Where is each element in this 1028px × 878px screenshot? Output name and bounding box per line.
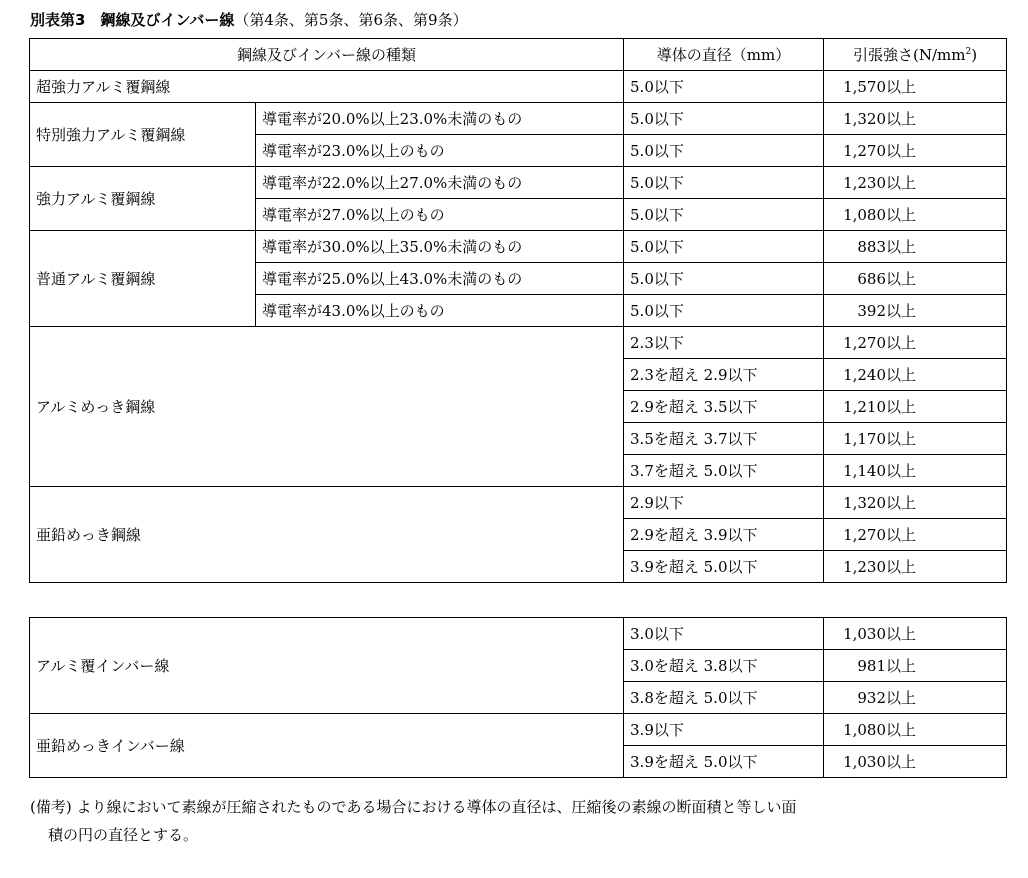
diameter-cell: 3.9を超え 5.0以下 — [624, 746, 824, 778]
wire-type-name: アルミ覆インバー線 — [30, 618, 624, 714]
tensile-value: 1,270以上 — [843, 334, 917, 352]
tensile-cell — [824, 71, 1007, 103]
tensile-cell — [824, 231, 1007, 263]
diameter-cell: 3.5を超え 3.7以下 — [624, 423, 824, 455]
tensile-value: 1,270以上 — [843, 526, 917, 544]
tensile-cell — [824, 455, 1007, 487]
diameter-cell: 5.0以下 — [624, 167, 824, 199]
tensile-value: 1,570以上 — [843, 78, 917, 96]
tensile-value: 1,270以上 — [843, 142, 917, 160]
tensile-value: 1,080以上 — [843, 206, 917, 224]
diameter-cell: 5.0以下 — [624, 103, 824, 135]
wire-type-name: 亜鉛めっき鋼線 — [30, 487, 624, 583]
tensile-cell — [824, 423, 1007, 455]
table-row — [30, 714, 1007, 746]
tensile-cell — [824, 487, 1007, 519]
diameter-cell: 5.0以下 — [624, 199, 824, 231]
remarks-line-2: 積の円の直径とする。 — [48, 826, 199, 844]
diameter-cell: 5.0以下 — [624, 263, 824, 295]
invar-wire-table — [29, 617, 1007, 778]
tensile-value: 1,210以上 — [843, 398, 917, 416]
header-diameter: 導体の直径（mm） — [624, 39, 824, 71]
table-row — [30, 327, 1007, 359]
tensile-cell — [824, 519, 1007, 551]
wire-type-name: 超強力アルミ覆鋼線 — [30, 71, 624, 103]
diameter-cell: 3.9以下 — [624, 714, 824, 746]
tensile-value: 1,030以上 — [843, 625, 917, 643]
tensile-cell — [824, 746, 1007, 778]
header-tensile-suffix: ) — [971, 46, 978, 64]
tensile-cell — [824, 135, 1007, 167]
tensile-value: 392以上 — [857, 302, 917, 320]
conductivity-cell: 導電率が30.0%以上35.0%未満のもの — [256, 231, 624, 263]
conductivity-cell: 導電率が27.0%以上のもの — [256, 199, 624, 231]
table-row — [30, 618, 1007, 650]
remarks-note — [30, 793, 1020, 849]
table-row — [30, 167, 1007, 199]
diameter-cell: 2.9を超え 3.5以下 — [624, 391, 824, 423]
tensile-cell — [824, 327, 1007, 359]
tensile-cell — [824, 551, 1007, 583]
tensile-value: 1,320以上 — [843, 110, 917, 128]
conductivity-cell: 導電率が22.0%以上27.0%未満のもの — [256, 167, 624, 199]
diameter-cell: 2.9以下 — [624, 487, 824, 519]
tensile-value: 1,170以上 — [843, 430, 917, 448]
table-title-main: 別表第3 鋼線及びインバー線 — [30, 11, 235, 29]
tensile-cell — [824, 263, 1007, 295]
table-row — [30, 103, 1007, 135]
table-title-articles: （第4条、第5条、第6条、第9条） — [234, 11, 468, 29]
tensile-cell — [824, 167, 1007, 199]
header-kind: 鋼線及びインバー線の種類 — [30, 39, 624, 71]
header-tensile-prefix: 引張強さ(N/mm — [852, 46, 966, 64]
table-title — [30, 10, 468, 30]
remarks-line-1: (備考) より線において素線が圧縮されたものである場合における導体の直径は、圧縮後の素線の断面積と等しい面 — [30, 798, 797, 816]
diameter-cell: 2.3以下 — [624, 327, 824, 359]
tensile-cell — [824, 714, 1007, 746]
diameter-cell: 3.0を超え 3.8以下 — [624, 650, 824, 682]
tensile-value: 932以上 — [857, 689, 917, 707]
conductivity-cell: 導電率が23.0%以上のもの — [256, 135, 624, 167]
table-header-row — [30, 39, 1007, 71]
tensile-cell — [824, 618, 1007, 650]
diameter-cell: 5.0以下 — [624, 135, 824, 167]
tensile-value: 1,230以上 — [843, 558, 917, 576]
tensile-cell — [824, 103, 1007, 135]
wire-type-name: アルミめっき鋼線 — [30, 327, 624, 487]
diameter-cell: 3.8を超え 5.0以下 — [624, 682, 824, 714]
tensile-value: 1,140以上 — [843, 462, 917, 480]
diameter-cell: 3.9を超え 5.0以下 — [624, 551, 824, 583]
tensile-cell — [824, 359, 1007, 391]
header-tensile-sup: 2 — [965, 47, 972, 57]
table-row — [30, 71, 1007, 103]
tensile-value: 1,030以上 — [843, 753, 917, 771]
wire-type-name: 強力アルミ覆鋼線 — [30, 167, 256, 231]
tensile-cell — [824, 295, 1007, 327]
conductivity-cell: 導電率が43.0%以上のもの — [256, 295, 624, 327]
diameter-cell: 3.7を超え 5.0以下 — [624, 455, 824, 487]
table-row — [30, 231, 1007, 263]
tensile-value: 686以上 — [857, 270, 917, 288]
tensile-value: 1,230以上 — [843, 174, 917, 192]
wire-type-name: 特別強力アルミ覆鋼線 — [30, 103, 256, 167]
conductivity-cell: 導電率が25.0%以上43.0%未満のもの — [256, 263, 624, 295]
diameter-cell: 5.0以下 — [624, 71, 824, 103]
table-row — [30, 487, 1007, 519]
conductivity-cell: 導電率が20.0%以上23.0%未満のもの — [256, 103, 624, 135]
wire-type-name: 亜鉛めっきインバー線 — [30, 714, 624, 778]
tensile-cell — [824, 650, 1007, 682]
tensile-cell — [824, 682, 1007, 714]
diameter-cell: 5.0以下 — [624, 231, 824, 263]
diameter-cell: 5.0以下 — [624, 295, 824, 327]
tensile-value: 1,320以上 — [843, 494, 917, 512]
tensile-value: 1,080以上 — [843, 721, 917, 739]
tensile-value: 1,240以上 — [843, 366, 917, 384]
diameter-cell: 3.0以下 — [624, 618, 824, 650]
steel-wire-table — [29, 38, 1007, 583]
tensile-value: 981以上 — [857, 657, 917, 675]
header-tensile — [824, 39, 1007, 71]
tensile-cell — [824, 199, 1007, 231]
diameter-cell: 2.9を超え 3.9以下 — [624, 519, 824, 551]
diameter-cell: 2.3を超え 2.9以下 — [624, 359, 824, 391]
wire-type-name: 普通アルミ覆鋼線 — [30, 231, 256, 327]
tensile-cell — [824, 391, 1007, 423]
tensile-value: 883以上 — [857, 238, 917, 256]
